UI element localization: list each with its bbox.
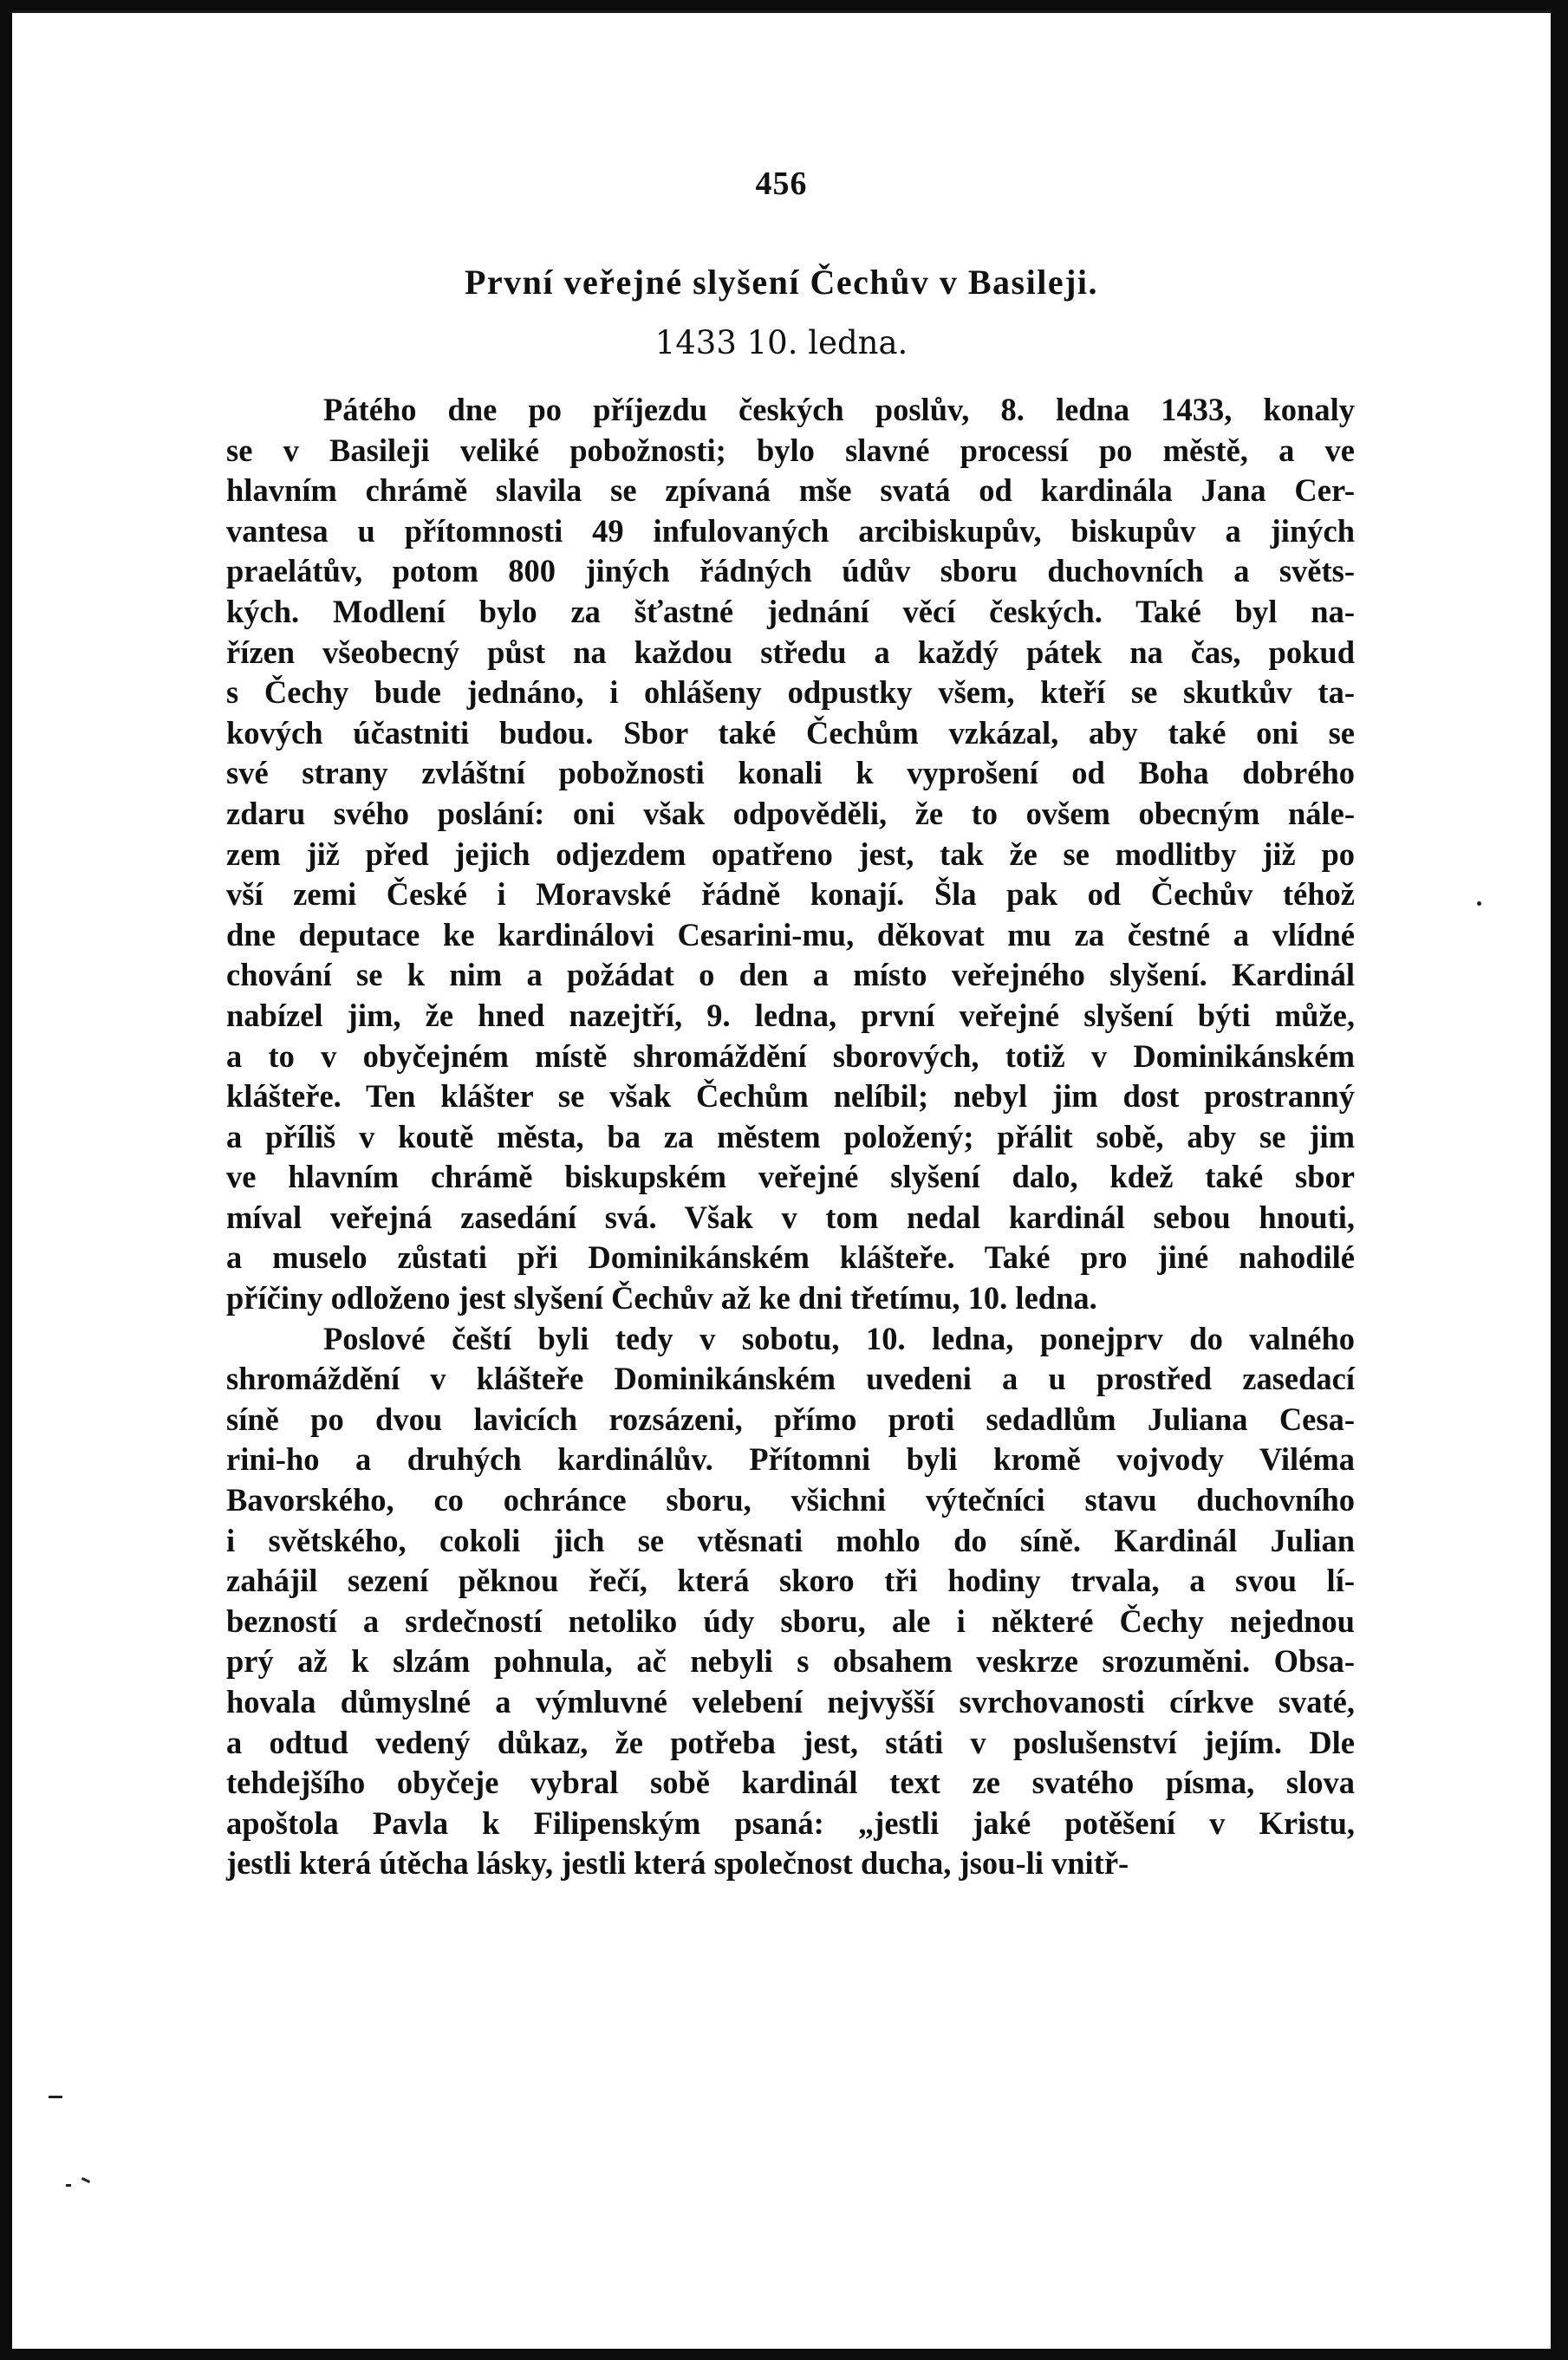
text-line: praelátův, potom 800 jiných řádných údův sboru duchovních a světs- (226, 553, 1355, 589)
text-line: apoštola Pavla k Filipenským psaná: „jestli jaké potěšení v Kristu, (226, 1804, 1355, 1841)
text-line: dne deputace ke kardinálovi Cesarini-mu, děkovat mu za čestné a vlídné (226, 916, 1355, 952)
text-line: bezností a srdečností netoliko údy sboru, ale i některé Čechy nejednou (226, 1603, 1355, 1639)
body-text (226, 390, 1355, 1884)
text-line: Poslové čeští byli tedy v sobotu, 10. ledna, ponejprv do valného (323, 1320, 1355, 1356)
chapter-title: První veřejné slyšení Čechův v Basileji. (464, 263, 1099, 302)
text-line: a muselo zůstati při Dominikánském klášteře. Také pro jiné nahodilé (226, 1239, 1355, 1276)
text-line: vantesa u přítomnosti 49 infulovaných arcibiskupův, biskupův a jiných (226, 512, 1355, 549)
text-line: své strany zvláštní pobožnosti konali k vyprošení od Boha dobrého (226, 755, 1355, 791)
text-line: vší zemi České i Moravské řádně konají. Šla pak od Čechův téhož (226, 876, 1355, 913)
margin-mark (49, 2096, 62, 2098)
text-line: nabízel jim, že hned nazejtří, 9. ledna, první veřejné slyšení býti může, (226, 997, 1355, 1033)
text-line: Pátého dne po příjezdu českých poslův, 8. ledna 1433, konaly (323, 392, 1355, 427)
text-line: se v Basileji veliké pobožnosti; bylo slavné processí po městě, a ve (226, 432, 1355, 468)
text-line: zahájil sezení pěknou řečí, která skoro tři hodiny trvala, a svou lí- (226, 1563, 1355, 1599)
scanned-page (12, 10, 1551, 2349)
text-line: Bavorského, co ochránce sboru, všichni výtečníci stavu duchovního (226, 1482, 1355, 1518)
text-line: prý až k slzám pohnula, ač nebyli s obsahem veskrze srozuměni. Obsa- (226, 1643, 1355, 1680)
text-line: chování se k nim a požádat o den a místo veřejného slyšení. Kardinál (226, 957, 1355, 993)
margin-mark (81, 2177, 90, 2183)
text-line: zdaru svého poslání: oni však odpověděli, že to ovšem obecným nále- (226, 795, 1355, 831)
text-line: a to v obyčejném místě shromáždění sborových, totiž v Dominikánském (226, 1037, 1355, 1074)
text-line: síně po dvou lavicích rozsázeni, přímo proti sedadlům Juliana Cesa- (226, 1401, 1355, 1437)
text-line: a příliš v koutě města, ba za městem položený; přálit sobě, aby se jim (226, 1118, 1355, 1154)
text-line: řízen všeobecný půst na každou středu a každý pátek na čas, pokud (226, 634, 1355, 670)
margin-mark (66, 2184, 71, 2187)
text-line: tehdejšího obyčeje vybral sobě kardinál text ze svatého písma, slova (226, 1765, 1355, 1801)
text-line: míval veřejná zasedání svá. Však v tom nedal kardinál sebou hnouti, (226, 1199, 1355, 1235)
text-line: hovala důmyslné a výmluvné velebení nejvyšší svrchovanosti církve svaté, (226, 1684, 1355, 1720)
text-line: kových účastniti budou. Sbor také Čechům vzkázal, aby také oni se (226, 714, 1355, 751)
text-line: hlavním chrámě slavila se zpívaná mše svatá od kardinála Jana Cer- (226, 472, 1355, 509)
text-line: klášteře. Ten klášter se však Čechům nelíbil; nebyl jim dost prostranný (226, 1078, 1355, 1115)
text-line: i světského, cokoli jich se vtěsnati mohlo do síně. Kardinál Julian (226, 1522, 1355, 1558)
chapter-date: 1433 10. ledna. (654, 324, 908, 361)
text-line: ve hlavním chrámě biskupském veřejné slyšení dalo, kdež také sbor (226, 1159, 1355, 1195)
margin-mark (1477, 901, 1481, 906)
text-line: zem již před jejich odjezdem opatřeno jest, tak že se modlitby již po (226, 835, 1355, 872)
text-line: a odtud vedený důkaz, že potřeba jest, státi v poslušenství jejím. Dle (226, 1724, 1355, 1760)
text-line: jestli která útěcha lásky, jestli která společnost ducha, jsou-li vnitř- (226, 1845, 1129, 1882)
page-number: 456 (755, 166, 808, 202)
text-line: shromáždění v klášteře Dominikánském uvedeni a u prostřed zasedací (226, 1361, 1355, 1397)
text-line: rini-ho a druhých kardinálův. Přítomni byli kromě vojvody Viléma (226, 1441, 1355, 1478)
text-line: s Čechy bude jednáno, i ohlášeny odpustky všem, kteří se skutkův ta- (226, 674, 1355, 711)
top-border-rule (12, 10, 1551, 13)
text-line: příčiny odloženo jest slyšení Čechův až ke dni třetímu, 10. ledna. (226, 1280, 1097, 1317)
text-line: kých. Modlení bylo za šťastné jednání věcí českých. Také byl na- (226, 593, 1355, 629)
